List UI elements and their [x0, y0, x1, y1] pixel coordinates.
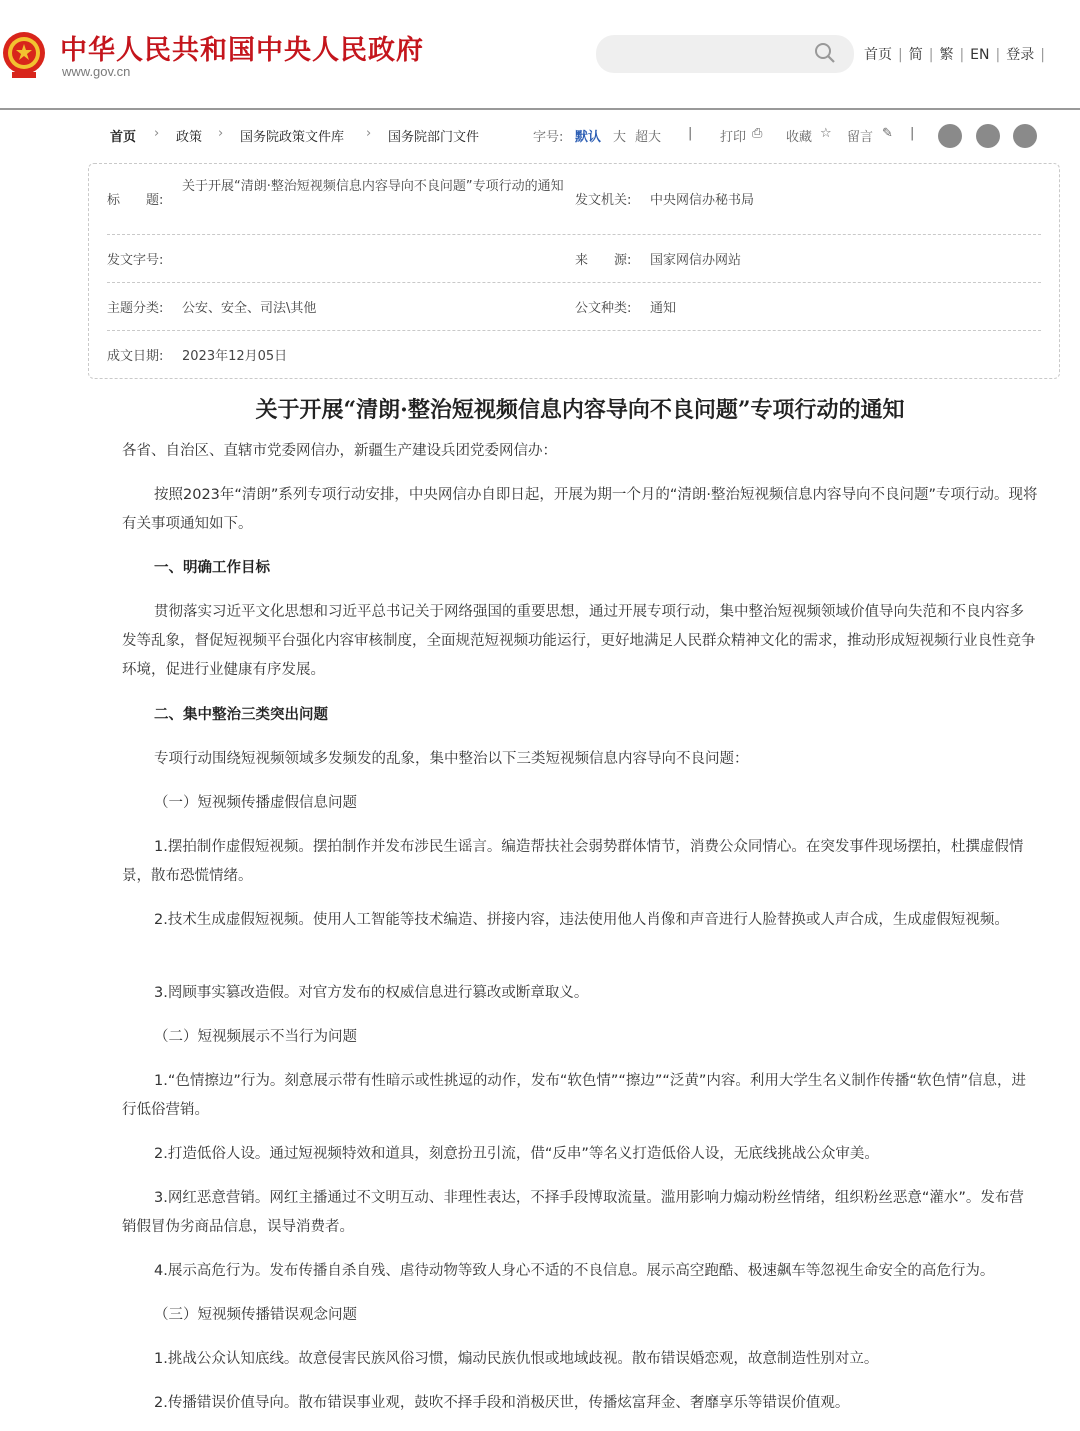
- body-paragraph: 4.展示高危行为。发布传播自杀自残、虐待动物等致人身心不适的不良信息。展示高空跑酷、极速飙车等忽视生命安全的高危行为。: [154, 1263, 995, 1279]
- meta-source-label: 来 源:: [575, 253, 632, 268]
- body-paragraph: 贯彻落实习近平文化思想和习近平总书记关于网络强国的重要思想，通过开展专项行动，集中整治短视频领域价值导向失范和不良内容多发等乱象，督促短视频平台强化内容审核制度，全面规范短视频功能运行，更好地满足人民群众精神文化的需求，推动形成短视频行业良性竞争环境，促进行业健康有序发展。: [122, 604, 1036, 678]
- nav-home-link[interactable]: 首页: [864, 47, 892, 63]
- wechat-share-icon[interactable]: [976, 124, 1000, 148]
- salutation: 各省、自治区、直辖市党委网信办，新疆生产建设兵团党委网信办：: [122, 443, 557, 459]
- favorite-button[interactable]: 收藏: [786, 130, 813, 145]
- font-default-label: 默认: [575, 130, 602, 145]
- body-paragraph: 3.网红恶意营销。网红主播通过不文明互动、非理性表达，不择手段博取流量。滥用影响力煽动粉丝情绪，组织粉丝恶意“灌水”。发布营销假冒伪劣商品信息，误导消费者。: [122, 1190, 1024, 1235]
- body-paragraph: 2.打造低俗人设。通过短视频特效和道具，刻意扮丑引流，借“反串”等名义打造低俗人设，无底线挑战公众审美。: [154, 1146, 879, 1162]
- breadcrumb-policy[interactable]: 政策: [176, 130, 203, 145]
- meta-row-topic: [107, 297, 1041, 317]
- font-default-option[interactable]: [575, 126, 601, 145]
- nav-login-link[interactable]: 登录: [1006, 47, 1035, 63]
- font-size-label: 字号:: [533, 130, 564, 145]
- body-paragraph: 1.挑战公众认知底线。故意侵害民族风俗习惯，煽动民族仇恨或地域歧视。散布错误婚恋观，故意制造性别对立。: [154, 1351, 879, 1367]
- favorite-share-icon[interactable]: [1013, 124, 1037, 148]
- meta-row-date: [107, 345, 1041, 365]
- weibo-share-icon[interactable]: [938, 124, 962, 148]
- font-large-option[interactable]: 大: [613, 130, 627, 145]
- breadcrumb-department-docs[interactable]: 国务院部门文件: [388, 130, 480, 145]
- body-paragraph: 专项行动围绕短视频领域多发频发的乱象，集中整治以下三类短视频信息内容导向不良问题：: [154, 751, 749, 767]
- body-paragraph: 2.技术生成虚假短视频。使用人工智能等技术编造、拼接内容，违法使用他人肖像和声音进行人脸替换或人声合成，生成虚假短视频。: [154, 912, 1009, 928]
- top-nav: [864, 44, 1051, 64]
- meta-topic-label: 主题分类:: [107, 301, 164, 316]
- body-paragraph: 1.“色情擦边”行为。刻意展示带有性暗示或性挑逗的动作，发布“软色情”“擦边”“泛黄”内容。利用大学生名义制作传播“软色情”信息，进行低俗营销。: [122, 1073, 1026, 1118]
- meta-date-label: 成文日期:: [107, 349, 164, 364]
- pencil-icon: ✎: [882, 126, 893, 141]
- toolbar-divider: |: [688, 126, 693, 141]
- meta-divider: [107, 234, 1041, 235]
- section-heading: 二、集中整治三类突出问题: [154, 707, 328, 723]
- body-paragraph: 3.罔顾事实篡改造假。对官方发布的权威信息进行篡改或断章取义。: [154, 985, 589, 1001]
- meta-row-title: [107, 176, 1041, 222]
- meta-date-value: 2023年12月05日: [182, 349, 288, 364]
- subsection-heading: （一）短视频传播虚假信息问题: [154, 795, 357, 811]
- font-xlarge-option[interactable]: 超大: [635, 130, 662, 145]
- meta-source-value: 国家网信办网站: [650, 253, 742, 268]
- print-button[interactable]: 打印: [720, 130, 747, 145]
- breadcrumb-home[interactable]: 首页: [110, 130, 137, 145]
- section-heading: 一、明确工作目标: [154, 560, 270, 576]
- nav-separator: |: [995, 47, 1001, 63]
- search-icon[interactable]: [814, 42, 836, 64]
- body-paragraph: 1.摆拍制作虚假短视频。摆拍制作并发布涉民生谣言。编造帮扶社会弱势群体情节，消费公众同情心。在突发事件现场摆拍，杜撰虚假情景，散布恐慌情绪。: [122, 839, 1024, 884]
- subsection-heading: （三）短视频传播错误观念问题: [154, 1307, 357, 1323]
- site-url: www.gov.cn: [62, 64, 131, 79]
- breadcrumb: [110, 126, 1050, 146]
- nav-separator: |: [928, 47, 934, 63]
- meta-docno-label: 发文字号:: [107, 253, 164, 268]
- meta-divider: [107, 330, 1041, 331]
- nav-separator: |: [1040, 47, 1045, 63]
- meta-row-docno: [107, 249, 1041, 269]
- chevron-right-icon: ›: [218, 126, 224, 141]
- document-metadata: [88, 163, 1060, 379]
- nav-separator: |: [959, 47, 965, 63]
- meta-issuer-label: 发文机关:: [575, 193, 632, 208]
- nav-simplified-link[interactable]: 简: [908, 47, 923, 63]
- star-icon: ☆: [820, 126, 832, 141]
- article-title: 关于开展“清朗·整治短视频信息内容导向不良问题”专项行动的通知: [255, 397, 905, 423]
- meta-topic-value: 公安、安全、司法\其他: [182, 301, 317, 316]
- chevron-right-icon: ›: [154, 126, 160, 141]
- nav-english-link[interactable]: EN: [970, 47, 990, 63]
- chevron-right-icon: ›: [366, 126, 372, 141]
- toolbar-divider: |: [910, 126, 915, 141]
- meta-title-label: 标 题:: [107, 193, 164, 208]
- subsection-heading: （二）短视频展示不当行为问题: [154, 1029, 357, 1045]
- site-title[interactable]: 中华人民共和国中央人民政府: [60, 35, 424, 66]
- nav-separator: |: [898, 47, 903, 63]
- meta-divider: [107, 282, 1041, 283]
- body-paragraph: 2.传播错误价值导向。散布错误事业观，鼓吹不择手段和消极厌世，传播炫富拜金、奢靡享乐等错误价值观。: [154, 1395, 850, 1411]
- meta-title-value: 关于开展“清朗·整治短视频信息内容导向不良问题”专项行动的通知: [182, 179, 564, 194]
- meta-type-value: 通知: [650, 301, 677, 316]
- comment-button[interactable]: 留言: [847, 130, 874, 145]
- body-paragraph: 按照2023年“清朗”系列专项行动安排，中央网信办自即日起，开展为期一个月的“清朗·整治短视频信息内容导向不良问题”专项行动。现将有关事项通知如下。: [122, 487, 1038, 532]
- printer-icon: ⎙: [752, 126, 763, 141]
- meta-issuer-value: 中央网信办秘书局: [650, 193, 755, 208]
- nav-traditional-link[interactable]: 繁: [939, 47, 954, 63]
- national-emblem-icon: [2, 30, 46, 80]
- site-header: [0, 0, 1080, 110]
- meta-type-label: 公文种类:: [575, 301, 632, 316]
- breadcrumb-policy-library[interactable]: 国务院政策文件库: [240, 130, 345, 145]
